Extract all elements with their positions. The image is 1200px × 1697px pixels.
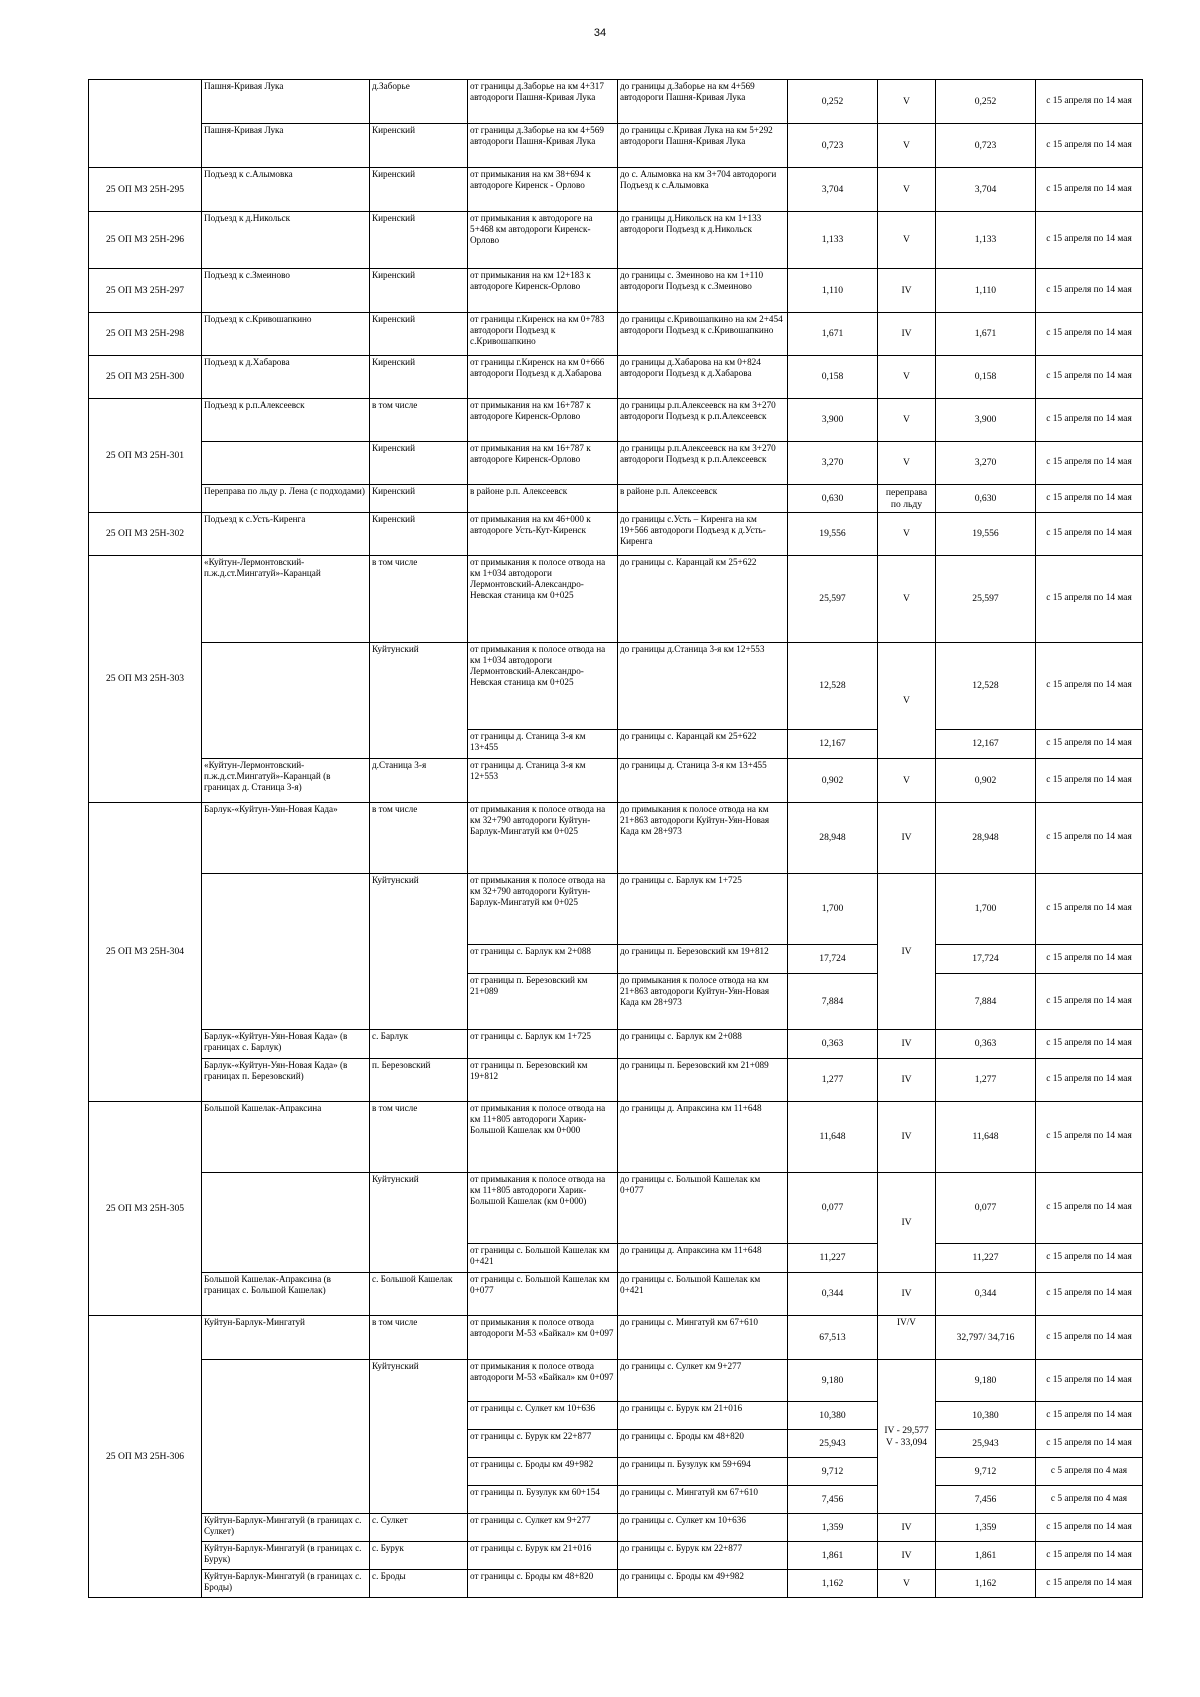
table-row bbox=[89, 356, 1143, 399]
from-boundary: от примыкания к автодороге на 5+468 км автодороги Киренск-Орлово bbox=[468, 212, 618, 269]
road-name: Подъезд к р.п.Алексеевск bbox=[202, 399, 370, 442]
restriction-period: с 5 апреля по 4 мая bbox=[1036, 1458, 1143, 1486]
category: V bbox=[878, 442, 936, 485]
table-row bbox=[89, 1570, 1143, 1598]
from-boundary: от границы с. Барлук км 2+088 bbox=[468, 945, 618, 974]
district: Киренский bbox=[370, 212, 468, 269]
district: Киренский bbox=[370, 313, 468, 356]
length: 19,556 bbox=[788, 513, 878, 556]
table-row bbox=[89, 643, 1143, 730]
category: IV bbox=[878, 803, 936, 874]
road-code: 25 ОП МЗ 25Н-302 bbox=[89, 513, 202, 556]
district: с. Сулкет bbox=[370, 1514, 468, 1542]
length: 0,077 bbox=[788, 1173, 878, 1244]
restriction-period: с 15 апреля по 14 мая bbox=[1036, 556, 1143, 643]
restriction-period: с 15 апреля по 14 мая bbox=[1036, 1030, 1143, 1059]
total-length: 10,380 bbox=[936, 1402, 1036, 1430]
page-number: 34 bbox=[593, 27, 607, 39]
to-boundary: до границы д.Хабарова на км 0+824 автодороги Подъезд к д.Хабарова bbox=[618, 356, 788, 399]
to-boundary: в районе р.п. Алексеевск bbox=[618, 485, 788, 513]
total-length: 17,724 bbox=[936, 945, 1036, 974]
from-boundary: от примыкания к полосе отвода на км 1+034 автодороги Лермонтовский-Александро-Невская станица км 0+025 bbox=[468, 643, 618, 730]
road-name: Большой Кашелак-Апраксина bbox=[202, 1102, 370, 1173]
from-boundary: от границы п. Березовский км 21+089 bbox=[468, 974, 618, 1030]
length: 9,712 bbox=[788, 1458, 878, 1486]
road-name: Подъезд к с.Кривошапкино bbox=[202, 313, 370, 356]
to-boundary: до границы с.Кривая Лука на км 5+292 автодороги Пашня-Кривая Лука bbox=[618, 124, 788, 168]
road-name: Куйтун-Барлук-Мингатуй (в границах с. Бурук) bbox=[202, 1542, 370, 1570]
from-boundary: от границы с. Барлук км 1+725 bbox=[468, 1030, 618, 1059]
table-row bbox=[89, 313, 1143, 356]
total-length: 1,133 bbox=[936, 212, 1036, 269]
restriction-period: с 15 апреля по 14 мая bbox=[1036, 399, 1143, 442]
road-code: 25 ОП МЗ 25Н-305 bbox=[89, 1102, 202, 1316]
road-name bbox=[202, 874, 370, 1030]
from-boundary: от примыкания к полосе отвода на км 1+034 автодороги Лермонтовский-Александро-Невская станица км 0+025 bbox=[468, 556, 618, 643]
from-boundary: от границы д.Заборье на км 4+569 автодороги Пашня-Кривая Лука bbox=[468, 124, 618, 168]
district: Киренский bbox=[370, 485, 468, 513]
total-length: 7,456 bbox=[936, 1486, 1036, 1514]
district: д.Заборье bbox=[370, 80, 468, 124]
to-boundary: до границы с. Каранцай км 25+622 bbox=[618, 556, 788, 643]
road-code bbox=[89, 80, 202, 168]
category: IV bbox=[878, 1514, 936, 1542]
restriction-period: с 15 апреля по 14 мая bbox=[1036, 643, 1143, 730]
from-boundary: от границы с. Большой Кашелак км 0+421 bbox=[468, 1244, 618, 1273]
district: в том числе bbox=[370, 399, 468, 442]
district: с. Барлук bbox=[370, 1030, 468, 1059]
table-row bbox=[89, 1173, 1143, 1244]
from-boundary: от примыкания на км 16+787 к автодороге Киренск-Орлово bbox=[468, 399, 618, 442]
length: 28,948 bbox=[788, 803, 878, 874]
table-row bbox=[89, 1316, 1143, 1360]
from-boundary: от границы д.Заборье на км 4+317 автодороги Пашня-Кривая Лука bbox=[468, 80, 618, 124]
from-boundary: от примыкания к полосе отвода на км 11+805 автодороги Харик-Большой Кашелак км 0+000 bbox=[468, 1102, 618, 1173]
total-length: 1,110 bbox=[936, 269, 1036, 313]
total-length: 0,344 bbox=[936, 1273, 1036, 1316]
district: Куйтунский bbox=[370, 643, 468, 759]
from-boundary: от границы п. Березовский км 19+812 bbox=[468, 1059, 618, 1102]
road-name: Куйтун-Барлук-Мингатуй (в границах с. Сулкет) bbox=[202, 1514, 370, 1542]
total-length: 9,712 bbox=[936, 1458, 1036, 1486]
total-length: 1,359 bbox=[936, 1514, 1036, 1542]
from-boundary: от примыкания на км 12+183 к автодороге Киренск-Орлово bbox=[468, 269, 618, 313]
category: IV bbox=[878, 874, 936, 1030]
total-length: 25,943 bbox=[936, 1430, 1036, 1458]
from-boundary: от примыкания на км 16+787 к автодороге Киренск-Орлово bbox=[468, 442, 618, 485]
total-length: 3,900 bbox=[936, 399, 1036, 442]
length: 9,180 bbox=[788, 1360, 878, 1402]
district: в том числе bbox=[370, 803, 468, 874]
total-length: 1,700 bbox=[936, 874, 1036, 945]
district: Киренский bbox=[370, 124, 468, 168]
road-name: Куйтун-Барлук-Мингатуй bbox=[202, 1316, 370, 1360]
length: 1,359 bbox=[788, 1514, 878, 1542]
to-boundary: до границы д.Заборье на км 4+569 автодороги Пашня-Кривая Лука bbox=[618, 80, 788, 124]
total-length: 1,162 bbox=[936, 1570, 1036, 1598]
road-code: 25 ОП МЗ 25Н-304 bbox=[89, 803, 202, 1102]
table-row bbox=[89, 399, 1143, 442]
total-length: 1,277 bbox=[936, 1059, 1036, 1102]
restriction-period: с 15 апреля по 14 мая bbox=[1036, 212, 1143, 269]
road-name bbox=[202, 1360, 370, 1514]
length: 1,861 bbox=[788, 1542, 878, 1570]
total-length: 3,704 bbox=[936, 168, 1036, 212]
table-row bbox=[89, 485, 1143, 513]
length: 0,344 bbox=[788, 1273, 878, 1316]
to-boundary: до границы с. Змеиново на км 1+110 автодороги Подъезд к с.Змеиново bbox=[618, 269, 788, 313]
total-length: 0,723 bbox=[936, 124, 1036, 168]
restriction-period: с 15 апреля по 14 мая bbox=[1036, 1244, 1143, 1273]
table-row bbox=[89, 1102, 1143, 1173]
road-name: «Куйтун-Лермонтовский-п.ж.д.ст.Мингатуй»-Каранцай bbox=[202, 556, 370, 643]
to-boundary: до границы п. Бузулук км 59+694 bbox=[618, 1458, 788, 1486]
to-boundary: до границы с. Большой Кашелак км 0+077 bbox=[618, 1173, 788, 1244]
length: 3,704 bbox=[788, 168, 878, 212]
total-length: 32,797/ 34,716 bbox=[936, 1316, 1036, 1360]
road-name: «Куйтун-Лермонтовский-п.ж.д.ст.Мингатуй»-Каранцай (в границах д. Станица 3-я) bbox=[202, 759, 370, 803]
from-boundary: от границы с. Бурук км 21+016 bbox=[468, 1542, 618, 1570]
restriction-period: с 15 апреля по 14 мая bbox=[1036, 1514, 1143, 1542]
total-length: 0,363 bbox=[936, 1030, 1036, 1059]
length: 1,110 bbox=[788, 269, 878, 313]
category: IV bbox=[878, 313, 936, 356]
category: IV - 29,577 V - 33,094 bbox=[878, 1360, 936, 1514]
to-boundary: до границы с. Бурук км 21+016 bbox=[618, 1402, 788, 1430]
table-row bbox=[89, 1514, 1143, 1542]
district: с. Броды bbox=[370, 1570, 468, 1598]
restriction-period: с 15 апреля по 14 мая bbox=[1036, 124, 1143, 168]
district: в том числе bbox=[370, 1316, 468, 1360]
from-boundary: от примыкания на км 38+694 к автодороге Киренск - Орлово bbox=[468, 168, 618, 212]
length: 10,380 bbox=[788, 1402, 878, 1430]
length: 1,133 bbox=[788, 212, 878, 269]
table-row bbox=[89, 556, 1143, 643]
from-boundary: от границы с. Большой Кашелак км 0+077 bbox=[468, 1273, 618, 1316]
restriction-period: с 15 апреля по 14 мая bbox=[1036, 1316, 1143, 1360]
length: 0,363 bbox=[788, 1030, 878, 1059]
from-boundary: от границы г.Киренск на км 0+666 автодороги Подъезд к д.Хабарова bbox=[468, 356, 618, 399]
from-boundary: от границы п. Бузулук км 60+154 bbox=[468, 1486, 618, 1514]
district: Киренский bbox=[370, 513, 468, 556]
length: 1,277 bbox=[788, 1059, 878, 1102]
restriction-period: с 15 апреля по 14 мая bbox=[1036, 1360, 1143, 1402]
restriction-period: с 15 апреля по 14 мая bbox=[1036, 313, 1143, 356]
table-row bbox=[89, 1542, 1143, 1570]
total-length: 25,597 bbox=[936, 556, 1036, 643]
table-row bbox=[89, 1360, 1143, 1402]
roads-table bbox=[88, 79, 1143, 1598]
length: 12,528 bbox=[788, 643, 878, 730]
district: Киренский bbox=[370, 442, 468, 485]
from-boundary: от примыкания к полосе отвода автодороги М-53 «Байкал» км 0+097 bbox=[468, 1316, 618, 1360]
to-boundary: до границы р.п.Алексеевск на км 3+270 автодороги Подъезд к р.п.Алексеевск bbox=[618, 399, 788, 442]
from-boundary: от границы с. Броды км 48+820 bbox=[468, 1570, 618, 1598]
from-boundary: от границы г.Киренск на км 0+783 автодороги Подъезд к с.Кривошапкино bbox=[468, 313, 618, 356]
total-length: 1,861 bbox=[936, 1542, 1036, 1570]
from-boundary: от примыкания к полосе отвода на км 11+805 автодороги Харик-Большой Кашелак (км 0+000) bbox=[468, 1173, 618, 1244]
restriction-period: с 15 апреля по 14 мая bbox=[1036, 759, 1143, 803]
category: IV bbox=[878, 1173, 936, 1273]
length: 11,648 bbox=[788, 1102, 878, 1173]
length: 17,724 bbox=[788, 945, 878, 974]
total-length: 11,648 bbox=[936, 1102, 1036, 1173]
total-length: 0,077 bbox=[936, 1173, 1036, 1244]
district: Киренский bbox=[370, 356, 468, 399]
restriction-period: с 15 апреля по 14 мая bbox=[1036, 974, 1143, 1030]
total-length: 0,252 bbox=[936, 80, 1036, 124]
total-length: 12,167 bbox=[936, 730, 1036, 759]
table-row bbox=[89, 168, 1143, 212]
table-row bbox=[89, 269, 1143, 313]
road-name bbox=[202, 643, 370, 759]
total-length: 12,528 bbox=[936, 643, 1036, 730]
district: Киренский bbox=[370, 269, 468, 313]
to-boundary: до примыкания к полосе отвода на км 21+863 автодороги Куйтун-Уян-Новая Када км 28+973 bbox=[618, 974, 788, 1030]
length: 11,227 bbox=[788, 1244, 878, 1273]
length: 1,700 bbox=[788, 874, 878, 945]
from-boundary: от примыкания к полосе отвода на км 32+790 автодороги Куйтун-Барлук-Мингатуй км 0+025 bbox=[468, 803, 618, 874]
to-boundary: до границы с. Бурук км 22+877 bbox=[618, 1542, 788, 1570]
to-boundary: до границы п. Березовский км 19+812 bbox=[618, 945, 788, 974]
to-boundary: до границы д. Станица 3-я км 13+455 bbox=[618, 759, 788, 803]
to-boundary: до границы с. Броды км 48+820 bbox=[618, 1430, 788, 1458]
to-boundary: до границы д. Апраксина км 11+648 bbox=[618, 1102, 788, 1173]
table-row bbox=[89, 124, 1143, 168]
restriction-period: с 15 апреля по 14 мая bbox=[1036, 1402, 1143, 1430]
from-boundary: в районе р.п. Алексеевск bbox=[468, 485, 618, 513]
length: 0,158 bbox=[788, 356, 878, 399]
to-boundary: до примыкания к полосе отвода на км 21+863 автодороги Куйтун-Уян-Новая Када км 28+973 bbox=[618, 803, 788, 874]
total-length: 0,158 bbox=[936, 356, 1036, 399]
restriction-period: с 15 апреля по 14 мая bbox=[1036, 1173, 1143, 1244]
district: Куйтунский bbox=[370, 874, 468, 1030]
restriction-period: с 15 апреля по 14 мая bbox=[1036, 1059, 1143, 1102]
table-row bbox=[89, 513, 1143, 556]
to-boundary: до границы с. Сулкет км 9+277 bbox=[618, 1360, 788, 1402]
restriction-period: с 15 апреля по 14 мая bbox=[1036, 1273, 1143, 1316]
total-length: 11,227 bbox=[936, 1244, 1036, 1273]
district: в том числе bbox=[370, 556, 468, 643]
restriction-period: с 15 апреля по 14 мая bbox=[1036, 874, 1143, 945]
length: 1,162 bbox=[788, 1570, 878, 1598]
category: IV bbox=[878, 1030, 936, 1059]
road-code: 25 ОП МЗ 25Н-297 bbox=[89, 269, 202, 313]
category: IV bbox=[878, 1273, 936, 1316]
from-boundary: от границы с. Сулкет км 9+277 bbox=[468, 1514, 618, 1542]
road-name: Барлук-«Куйтун-Уян-Новая Када» (в границах п. Березовский) bbox=[202, 1059, 370, 1102]
total-length: 3,270 bbox=[936, 442, 1036, 485]
restriction-period: с 15 апреля по 14 мая bbox=[1036, 803, 1143, 874]
length: 0,630 bbox=[788, 485, 878, 513]
road-name bbox=[202, 442, 370, 485]
category: V bbox=[878, 556, 936, 643]
from-boundary: от границы с. Сулкет км 10+636 bbox=[468, 1402, 618, 1430]
road-name: Куйтун-Барлук-Мингатуй (в границах с. Броды) bbox=[202, 1570, 370, 1598]
restriction-period: с 15 апреля по 14 мая bbox=[1036, 269, 1143, 313]
total-length: 19,556 bbox=[936, 513, 1036, 556]
table-row bbox=[89, 442, 1143, 485]
category: IV bbox=[878, 1059, 936, 1102]
district: Киренский bbox=[370, 168, 468, 212]
restriction-period: с 15 апреля по 14 мая bbox=[1036, 442, 1143, 485]
restriction-period: с 15 апреля по 14 мая bbox=[1036, 1570, 1143, 1598]
to-boundary: до границы с. Мингатуй км 67+610 bbox=[618, 1486, 788, 1514]
category: V bbox=[878, 759, 936, 803]
table-row bbox=[89, 759, 1143, 803]
restriction-period: с 15 апреля по 14 мая bbox=[1036, 356, 1143, 399]
category: V bbox=[878, 168, 936, 212]
road-code: 25 ОП МЗ 25Н-301 bbox=[89, 399, 202, 513]
restriction-period: с 15 апреля по 14 мая bbox=[1036, 513, 1143, 556]
total-length: 28,948 bbox=[936, 803, 1036, 874]
restriction-period: с 15 апреля по 14 мая bbox=[1036, 1430, 1143, 1458]
length: 3,900 bbox=[788, 399, 878, 442]
road-code: 25 ОП МЗ 25Н-298 bbox=[89, 313, 202, 356]
category: V bbox=[878, 399, 936, 442]
to-boundary: до границы с. Броды км 49+982 bbox=[618, 1570, 788, 1598]
from-boundary: от границы с. Бурук км 22+877 bbox=[468, 1430, 618, 1458]
total-length: 1,671 bbox=[936, 313, 1036, 356]
category: V bbox=[878, 356, 936, 399]
restriction-period: с 15 апреля по 14 мая bbox=[1036, 1542, 1143, 1570]
length: 25,597 bbox=[788, 556, 878, 643]
table-row bbox=[89, 80, 1143, 124]
to-boundary: до границы с.Кривошапкино на км 2+454 автодороги Подъезд к с.Кривошапкино bbox=[618, 313, 788, 356]
table-row bbox=[89, 803, 1143, 874]
to-boundary: до границы п. Березовский км 21+089 bbox=[618, 1059, 788, 1102]
total-length: 9,180 bbox=[936, 1360, 1036, 1402]
category: переправа по льду bbox=[878, 485, 936, 513]
length: 7,884 bbox=[788, 974, 878, 1030]
restriction-period: с 15 апреля по 14 мая bbox=[1036, 80, 1143, 124]
category: IV bbox=[878, 269, 936, 313]
road-code: 25 ОП МЗ 25Н-306 bbox=[89, 1316, 202, 1598]
total-length: 0,902 bbox=[936, 759, 1036, 803]
to-boundary: до границы с. Большой Кашелак км 0+421 bbox=[618, 1273, 788, 1316]
table-row bbox=[89, 1030, 1143, 1059]
road-code: 25 ОП МЗ 25Н-303 bbox=[89, 556, 202, 803]
district: с. Бурук bbox=[370, 1542, 468, 1570]
category: V bbox=[878, 212, 936, 269]
length: 25,943 bbox=[788, 1430, 878, 1458]
length: 67,513 bbox=[788, 1316, 878, 1360]
to-boundary: до границы с.Усть – Киренга на км 19+566 автодороги Подъезд к д.Усть-Киренга bbox=[618, 513, 788, 556]
to-boundary: до границы р.п.Алексеевск на км 3+270 автодороги Подъезд к р.п.Алексеевск bbox=[618, 442, 788, 485]
road-name bbox=[202, 1173, 370, 1273]
road-name: Большой Кашелак-Апраксина (в границах с. Большой Кашелак) bbox=[202, 1273, 370, 1316]
length: 3,270 bbox=[788, 442, 878, 485]
from-boundary: от границы с. Броды км 49+982 bbox=[468, 1458, 618, 1486]
from-boundary: от примыкания к полосе отвода автодороги М-53 «Байкал» км 0+097 bbox=[468, 1360, 618, 1402]
length: 0,723 bbox=[788, 124, 878, 168]
table-row bbox=[89, 212, 1143, 269]
to-boundary: до границы с. Мингатуй км 67+610 bbox=[618, 1316, 788, 1360]
category: IV bbox=[878, 1102, 936, 1173]
table-row bbox=[89, 1059, 1143, 1102]
road-name: Подъезд к с.Алымовка bbox=[202, 168, 370, 212]
from-boundary: от границы д. Станица 3-я км 12+553 bbox=[468, 759, 618, 803]
category: V bbox=[878, 1570, 936, 1598]
road-name: Подъезд к д.Хабарова bbox=[202, 356, 370, 399]
length: 12,167 bbox=[788, 730, 878, 759]
to-boundary: до границы д. Апраксина км 11+648 bbox=[618, 1244, 788, 1273]
to-boundary: до границы с. Барлук км 1+725 bbox=[618, 874, 788, 945]
restriction-period: с 15 апреля по 14 мая bbox=[1036, 1102, 1143, 1173]
from-boundary: от границы д. Станица 3-я км 13+455 bbox=[468, 730, 618, 759]
road-name: Барлук-«Куйтун-Уян-Новая Када» (в границах с. Барлук) bbox=[202, 1030, 370, 1059]
road-code: 25 ОП МЗ 25Н-296 bbox=[89, 212, 202, 269]
road-code: 25 ОП МЗ 25Н-300 bbox=[89, 356, 202, 399]
to-boundary: до границы д.Никольск на км 1+133 автодороги Подъезд к д.Никольск bbox=[618, 212, 788, 269]
restriction-period: с 5 апреля по 4 мая bbox=[1036, 1486, 1143, 1514]
road-name: Пашня-Кривая Лука bbox=[202, 124, 370, 168]
category: V bbox=[878, 513, 936, 556]
from-boundary: от примыкания к полосе отвода на км 32+790 автодороги Куйтун-Барлук-Мингатуй км 0+025 bbox=[468, 874, 618, 945]
road-name: Переправа по льду р. Лена (с подходами) bbox=[202, 485, 370, 513]
to-boundary: до границы с. Сулкет км 10+636 bbox=[618, 1514, 788, 1542]
road-name: Подъезд к с.Усть-Киренга bbox=[202, 513, 370, 556]
road-name: Барлук-«Куйтун-Уян-Новая Када» bbox=[202, 803, 370, 874]
category: IV bbox=[878, 1542, 936, 1570]
length: 1,671 bbox=[788, 313, 878, 356]
category: IV/V bbox=[878, 1316, 936, 1360]
restriction-period: с 15 апреля по 14 мая bbox=[1036, 168, 1143, 212]
table-row bbox=[89, 1273, 1143, 1316]
table-row bbox=[89, 874, 1143, 945]
road-name: Подъезд к д.Никольск bbox=[202, 212, 370, 269]
to-boundary: до границы д.Станица 3-я км 12+553 bbox=[618, 643, 788, 730]
district: п. Березовский bbox=[370, 1059, 468, 1102]
total-length: 0,630 bbox=[936, 485, 1036, 513]
restriction-period: с 15 апреля по 14 мая bbox=[1036, 730, 1143, 759]
category: V bbox=[878, 643, 936, 759]
district: с. Большой Кашелак bbox=[370, 1273, 468, 1316]
to-boundary: до границы с. Барлук км 2+088 bbox=[618, 1030, 788, 1059]
district: в том числе bbox=[370, 1102, 468, 1173]
road-code: 25 ОП МЗ 25Н-295 bbox=[89, 168, 202, 212]
category: V bbox=[878, 124, 936, 168]
road-name: Подъезд к с.Змеиново bbox=[202, 269, 370, 313]
road-name: Пашня-Кривая Лука bbox=[202, 80, 370, 124]
length: 0,252 bbox=[788, 80, 878, 124]
length: 7,456 bbox=[788, 1486, 878, 1514]
category: V bbox=[878, 80, 936, 124]
restriction-period: с 15 апреля по 14 мая bbox=[1036, 945, 1143, 974]
district: Куйтунский bbox=[370, 1173, 468, 1273]
district: д.Станица 3-я bbox=[370, 759, 468, 803]
total-length: 7,884 bbox=[936, 974, 1036, 1030]
to-boundary: до границы с. Каранцай км 25+622 bbox=[618, 730, 788, 759]
restriction-period: с 15 апреля по 14 мая bbox=[1036, 485, 1143, 513]
from-boundary: от примыкания на км 46+000 к автодороге Усть-Кут-Киренск bbox=[468, 513, 618, 556]
district: Куйтунский bbox=[370, 1360, 468, 1514]
to-boundary: до с. Алымовка на км 3+704 автодороги Подъезд к с.Алымовка bbox=[618, 168, 788, 212]
length: 0,902 bbox=[788, 759, 878, 803]
